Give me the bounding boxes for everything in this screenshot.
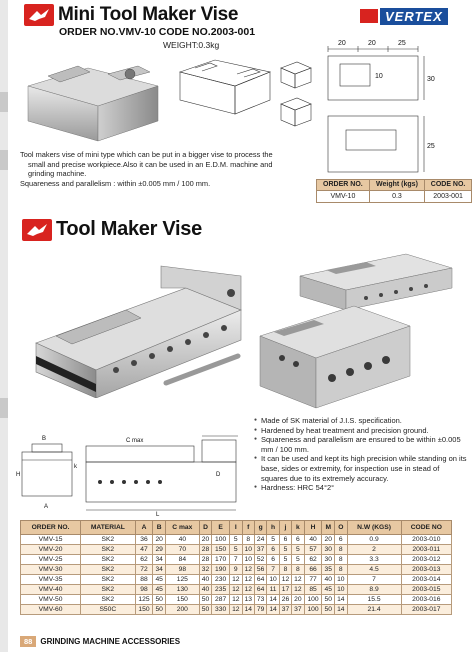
brand-mark-icon — [360, 9, 378, 23]
table-header: O — [335, 521, 347, 535]
table-cell: 2003-015 — [401, 585, 451, 595]
table-header: CODE NO — [401, 521, 451, 535]
table-cell: 5 — [279, 555, 291, 565]
margin-tab — [0, 92, 8, 112]
table-cell: 330 — [212, 605, 230, 615]
table-cell: VMV-20 — [21, 545, 81, 555]
table-cell: 2003-013 — [401, 565, 451, 575]
table-cell: 7 — [347, 575, 401, 585]
table-cell: 2003-012 — [401, 555, 451, 565]
description-line: small and precise workpiece.Also it can be used in an E.D.M. machine and — [28, 159, 273, 169]
table-cell: 15.5 — [347, 595, 401, 605]
dim-label: H — [16, 472, 21, 478]
table-cell: 12 — [242, 585, 254, 595]
table-cell: VMV-10 — [317, 191, 370, 203]
table-cell: 2 — [347, 545, 401, 555]
table-cell: 77 — [304, 575, 322, 585]
table-cell: 50 — [199, 595, 211, 605]
table-cell: 150 — [212, 545, 230, 555]
table-cell: 17 — [279, 585, 291, 595]
table-cell: 2003-001 — [425, 191, 472, 203]
table-cell: 36 — [135, 535, 153, 545]
table-cell: 47 — [135, 545, 153, 555]
table-row — [21, 535, 452, 545]
table-cell: 14 — [335, 595, 347, 605]
table-cell: 12 — [292, 585, 304, 595]
section1-header — [24, 4, 238, 26]
table-header: H — [304, 521, 322, 535]
table-cell: 29 — [153, 545, 165, 555]
left-margin-strip — [0, 0, 8, 652]
table-cell: 45 — [153, 585, 165, 595]
table-cell: 130 — [165, 585, 199, 595]
table-cell: 84 — [165, 555, 199, 565]
tool-maker-vise-angle-photo — [254, 296, 414, 416]
table-cell: 14 — [267, 605, 279, 615]
table-cell: VMV-60 — [21, 605, 81, 615]
table-cell: 20 — [322, 535, 335, 545]
vertex-brand-logo — [360, 7, 464, 25]
table-header: ORDER NO. — [317, 180, 370, 191]
tool-maker-vise-drawing — [16, 432, 248, 516]
table-header: I — [230, 521, 242, 535]
page-number: 88 — [20, 636, 36, 647]
table-cell: 40 — [322, 575, 335, 585]
table-cell: 6 — [267, 555, 279, 565]
feature-list — [254, 416, 468, 493]
table-cell: 5 — [292, 555, 304, 565]
table-cell: 6 — [279, 535, 291, 545]
table-cell: 64 — [254, 585, 266, 595]
table-header: M — [322, 521, 335, 535]
table-cell: 50 — [153, 605, 165, 615]
table-cell: 40 — [199, 585, 211, 595]
table-cell: 37 — [254, 545, 266, 555]
table-cell: 57 — [304, 545, 322, 555]
table-cell: 62 — [135, 555, 153, 565]
table-cell: 8 — [335, 545, 347, 555]
footer-title: GRINDING MACHINE ACCESSORIES — [40, 637, 181, 646]
table-cell: 8.9 — [347, 585, 401, 595]
table-cell: 2003-014 — [401, 575, 451, 585]
table-cell: 150 — [165, 595, 199, 605]
table-cell: 14 — [242, 605, 254, 615]
table-cell: 10 — [335, 585, 347, 595]
table-cell: 6 — [335, 535, 347, 545]
description-line: grinding machine. — [28, 169, 87, 179]
table-header: E — [212, 521, 230, 535]
section2-header — [22, 218, 202, 241]
section1-title: Mini Tool Maker Vise — [58, 4, 239, 25]
table-cell: 50 — [322, 595, 335, 605]
table-cell: 20 — [292, 595, 304, 605]
table-header: k — [292, 521, 304, 535]
table-cell: 2003-011 — [401, 545, 451, 555]
table-cell: SK2 — [81, 545, 135, 555]
table-cell: 100 — [212, 535, 230, 545]
dim-label: 25 — [427, 143, 435, 150]
table-header: g — [254, 521, 266, 535]
table-cell: 10 — [267, 575, 279, 585]
table-cell: 8 — [292, 565, 304, 575]
table-cell: 7 — [230, 555, 242, 565]
table-cell: VMV-30 — [21, 565, 81, 575]
table-cell: 7 — [267, 565, 279, 575]
section1-weight: WEIGHT:0.3kg — [163, 40, 220, 50]
table-row — [21, 585, 452, 595]
table-cell: 14 — [335, 605, 347, 615]
table-cell: 12 — [279, 575, 291, 585]
table-cell: 2003-010 — [401, 535, 451, 545]
mini-vise-table — [316, 179, 472, 203]
table-cell: 88 — [135, 575, 153, 585]
table-cell: 10 — [335, 575, 347, 585]
table-cell: 9 — [230, 565, 242, 575]
table-cell: SK2 — [81, 565, 135, 575]
dim-label: B — [42, 436, 47, 442]
table-cell: 98 — [135, 585, 153, 595]
mini-vise-dimension-drawing — [320, 38, 470, 178]
table-cell: 5 — [292, 545, 304, 555]
dim-label: 20 — [338, 40, 346, 47]
table-cell: SK2 — [81, 575, 135, 585]
table-cell: S50C — [81, 605, 135, 615]
table-cell: 66 — [304, 565, 322, 575]
table-header: j — [279, 521, 291, 535]
table-cell: 5 — [267, 535, 279, 545]
table-cell: 50 — [322, 605, 335, 615]
table-cell: 6 — [267, 545, 279, 555]
table-cell: 14 — [267, 595, 279, 605]
list-item: ● Hardened by heat treatment and precision ground. — [254, 426, 468, 436]
section2-title: Tool Maker Vise — [56, 218, 202, 240]
table-cell: 30 — [322, 555, 335, 565]
table-cell: 8 — [242, 535, 254, 545]
table-cell: 34 — [153, 565, 165, 575]
table-cell: 190 — [212, 565, 230, 575]
table-cell: 85 — [304, 585, 322, 595]
table-cell: 28 — [199, 555, 211, 565]
dim-label: 20 — [368, 40, 376, 47]
table-cell: 8 — [335, 565, 347, 575]
table-cell: 20 — [199, 535, 211, 545]
table-cell: 37 — [292, 605, 304, 615]
table-row — [317, 191, 472, 203]
table-cell: 125 — [165, 575, 199, 585]
table-cell: 40 — [304, 535, 322, 545]
table-row — [21, 605, 452, 615]
tool-maker-vise-photo — [16, 248, 248, 398]
tool-maker-vise-table — [20, 520, 452, 615]
table-header: B — [153, 521, 165, 535]
table-header: CODE NO. — [425, 180, 472, 191]
dim-label: 10 — [375, 73, 383, 80]
dim-label: A — [44, 504, 49, 510]
table-cell: 50 — [199, 605, 211, 615]
table-cell: 72 — [135, 565, 153, 575]
table-header: C max — [165, 521, 199, 535]
dim-label: D — [216, 472, 221, 478]
table-header: f — [242, 521, 254, 535]
table-cell: 170 — [212, 555, 230, 565]
table-cell: 30 — [322, 545, 335, 555]
table-cell: 24 — [254, 535, 266, 545]
table-cell: 0.3 — [369, 191, 424, 203]
table-cell: 45 — [153, 575, 165, 585]
table-cell: 12 — [230, 605, 242, 615]
table-cell: 62 — [304, 555, 322, 565]
list-item: ● Squareness and parallelism are ensured to be within ±0.005 mm / 100 mm. — [254, 435, 468, 454]
table-cell: 52 — [254, 555, 266, 565]
table-header: MATERIAL — [81, 521, 135, 535]
table-cell: 35 — [322, 565, 335, 575]
table-cell: 10 — [242, 545, 254, 555]
table-cell: 64 — [254, 575, 266, 585]
margin-tab — [0, 150, 8, 170]
table-cell: 12 — [230, 575, 242, 585]
table-cell: VMV-50 — [21, 595, 81, 605]
table-cell: 12 — [242, 565, 254, 575]
table-cell: 20 — [153, 535, 165, 545]
table-cell: SK2 — [81, 535, 135, 545]
table-header: D — [199, 521, 211, 535]
table-cell: 40 — [165, 535, 199, 545]
bird-logo-icon — [22, 219, 52, 241]
table-cell: VMV-35 — [21, 575, 81, 585]
table-cell: SK2 — [81, 595, 135, 605]
table-cell: 13 — [242, 595, 254, 605]
brand-name: VERTEX — [380, 8, 448, 25]
table-cell: 12 — [230, 585, 242, 595]
description-line: Tool makers vise of mini type which can be put in a bigger vise to process the — [20, 150, 273, 159]
table-cell: VMV-40 — [21, 585, 81, 595]
table-cell: 235 — [212, 585, 230, 595]
margin-tab — [0, 398, 8, 418]
table-cell: 21.4 — [347, 605, 401, 615]
table-cell: 10 — [242, 555, 254, 565]
table-cell: 5 — [230, 545, 242, 555]
table-header: A — [135, 521, 153, 535]
table-cell: 37 — [279, 605, 291, 615]
table-cell: 56 — [254, 565, 266, 575]
table-cell: 50 — [153, 595, 165, 605]
table-row — [21, 595, 452, 605]
section1-description — [20, 150, 312, 188]
table-cell: 98 — [165, 565, 199, 575]
section1-order-line: ORDER NO.VMV-10 CODE NO.2003-001 — [59, 26, 256, 38]
table-cell: 8 — [279, 565, 291, 575]
table-header: ORDER NO. — [21, 521, 81, 535]
table-header: N.W (KGS) — [347, 521, 401, 535]
dim-label: C max — [126, 438, 144, 444]
bird-logo-icon — [24, 4, 54, 26]
list-item: ● Made of SK material of J.I.S. specification. — [254, 416, 468, 426]
table-cell: 150 — [135, 605, 153, 615]
table-cell: 0.9 — [347, 535, 401, 545]
table-cell: SK2 — [81, 555, 135, 565]
table-cell: 32 — [199, 565, 211, 575]
table-cell: 100 — [304, 595, 322, 605]
table-cell: 230 — [212, 575, 230, 585]
page-footer — [20, 636, 180, 647]
mini-vise-drawing — [175, 52, 275, 118]
table-cell: 5 — [279, 545, 291, 555]
table-row — [21, 545, 452, 555]
dim-label: 30 — [427, 76, 435, 83]
mini-vise-parts-drawing — [277, 58, 315, 138]
table-header: h — [267, 521, 279, 535]
table-cell: 8 — [335, 555, 347, 565]
table-cell: 12 — [230, 595, 242, 605]
table-row — [21, 575, 452, 585]
table-cell: 6 — [292, 535, 304, 545]
list-item: ● It can be used and kept its high precision while standing on its base, sides or extremity, for inspection use in stead of squares due to its extremely accuracy. — [254, 454, 468, 483]
table-cell: 287 — [212, 595, 230, 605]
table-cell: 100 — [304, 605, 322, 615]
table-cell: 12 — [242, 575, 254, 585]
dim-label: 25 — [398, 40, 406, 47]
table-cell: VMV-15 — [21, 535, 81, 545]
table-cell: 28 — [199, 545, 211, 555]
dim-label: k — [74, 464, 77, 470]
table-cell: 45 — [322, 585, 335, 595]
table-cell: 70 — [165, 545, 199, 555]
table-cell: 12 — [292, 575, 304, 585]
table-cell: 11 — [267, 585, 279, 595]
table-cell: 2003-017 — [401, 605, 451, 615]
table-row — [21, 565, 452, 575]
table-cell: 5 — [230, 535, 242, 545]
table-cell: 26 — [279, 595, 291, 605]
dim-label: L — [156, 512, 160, 516]
table-cell: 125 — [135, 595, 153, 605]
table-cell: 34 — [153, 555, 165, 565]
table-cell: 3.3 — [347, 555, 401, 565]
table-cell: 2003-016 — [401, 595, 451, 605]
mini-vise-photo — [18, 46, 168, 146]
table-header: Weight (kgs) — [369, 180, 424, 191]
table-row — [21, 555, 452, 565]
table-cell: 40 — [199, 575, 211, 585]
table-cell: 200 — [165, 605, 199, 615]
description-line: Squareness and parallelism : within ±0.005 mm / 100 mm. — [20, 178, 211, 188]
table-cell: SK2 — [81, 585, 135, 595]
table-cell: 79 — [254, 605, 266, 615]
table-cell: VMV-25 — [21, 555, 81, 565]
table-cell: 73 — [254, 595, 266, 605]
list-item: ● Hardness: HRC 54°2° — [254, 483, 468, 493]
table-cell: 4.5 — [347, 565, 401, 575]
